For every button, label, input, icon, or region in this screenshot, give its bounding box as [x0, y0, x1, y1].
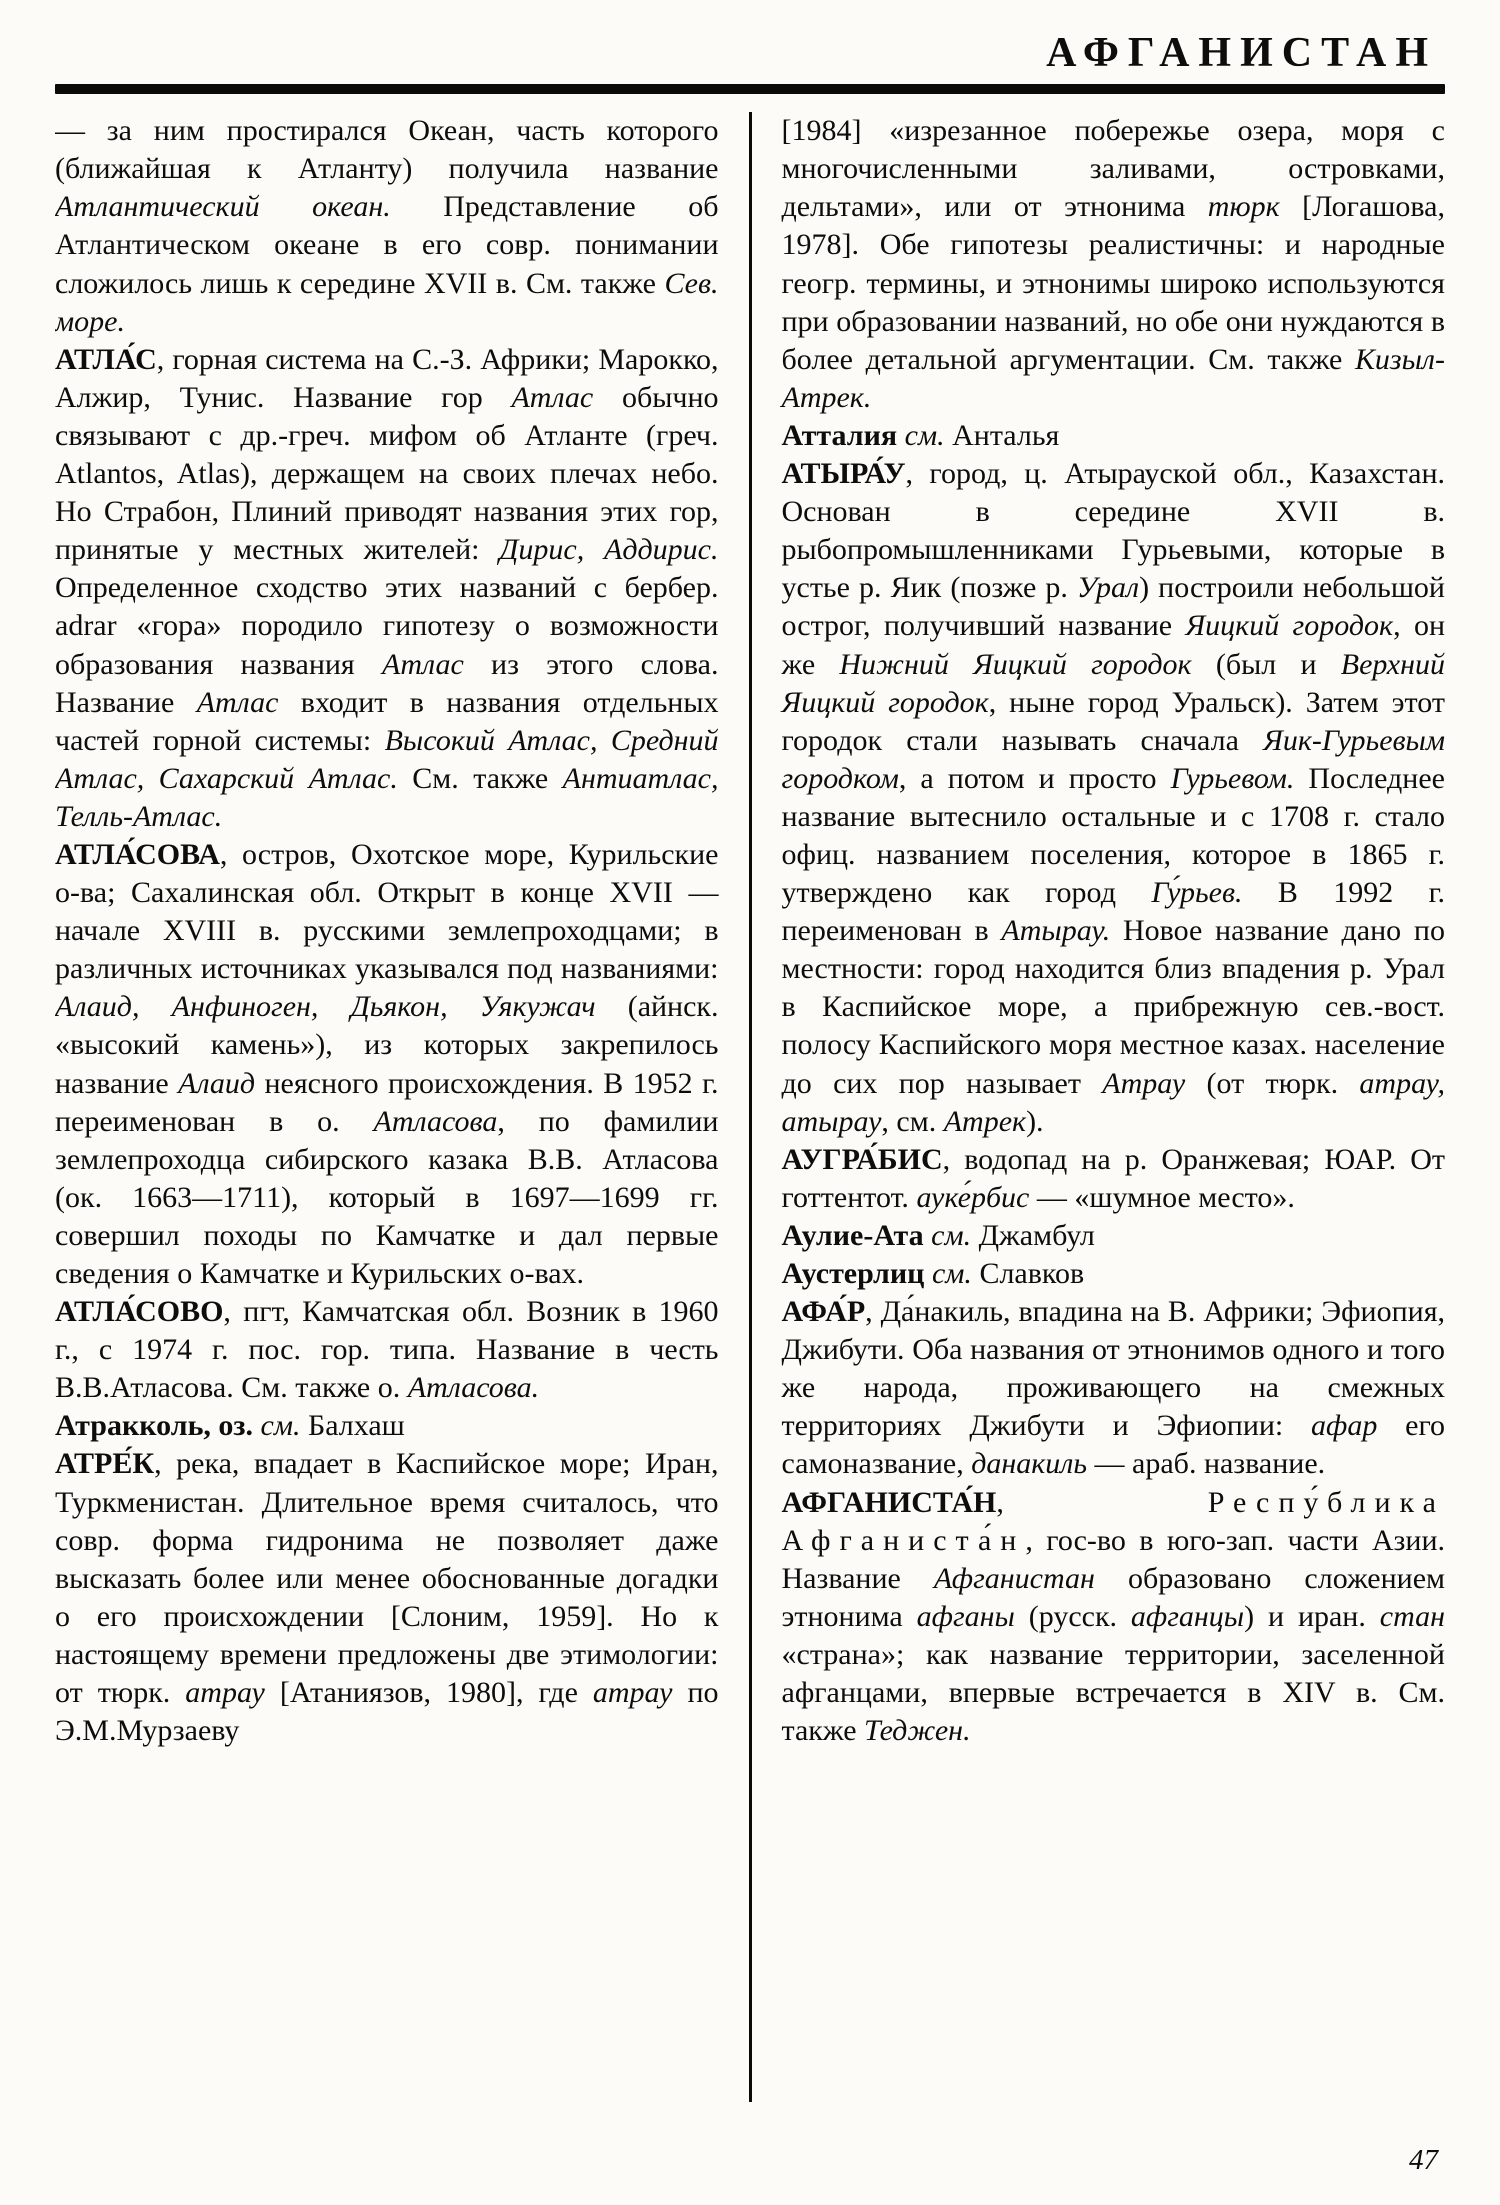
page-header-title: АФГАНИСТАН	[1046, 30, 1437, 76]
text-run: Атлантический океан.	[55, 190, 391, 224]
text-run: , см.	[881, 1104, 944, 1138]
text-run: Балхаш	[300, 1409, 405, 1443]
dictionary-paragraph	[782, 112, 1446, 417]
text-run: АФГАНИСТА́Н	[781, 1485, 997, 1519]
text-run: образовано сложением этнонима	[781, 1561, 1445, 1633]
text-run: , река, впадает в Каспийское море; Иран, Туркменистан. Длительное время считалось, что совр. форма гидронима не позволяет даже высказать более или менее обоснованные догадки о его происхождении [Слоним, 1959]. Но к настоящему времени предложены две этимологии: от тюрк.	[55, 1447, 719, 1710]
text-run: стан	[1379, 1599, 1445, 1633]
text-run: , он же	[781, 609, 1445, 681]
page-number: 47	[1409, 2144, 1438, 2176]
text-run: Гурьевом.	[1170, 761, 1295, 795]
dictionary-paragraph	[782, 417, 1446, 455]
text-run: Урал	[1077, 571, 1140, 605]
text-run: Гу́рьев.	[1151, 876, 1243, 910]
text-run: (русск.	[1014, 1599, 1131, 1633]
text-run: Атрек	[943, 1104, 1027, 1138]
text-run: Представление об Атлантическом океане в его совр. понимании сложилось лишь к середине XVII в. См. также	[55, 190, 719, 300]
text-run: [1984] «изрезанное побережье озера, моря с многочисленными заливами, островками, дельтами», или от этнонима	[781, 114, 1445, 224]
text-run: Антиатлас, Телль-Атлас.	[55, 761, 719, 833]
text-run: Джамбул	[971, 1218, 1095, 1252]
text-run: Атракколь, оз.	[55, 1409, 261, 1443]
text-run: АУГРА́БИС	[781, 1142, 943, 1176]
text-run: неясного происхождения. В 1952 г. переименован в о.	[55, 1066, 719, 1138]
text-run: , по фамилии землепроходца сибирского казака В.В. Атласова (ок. 1663—1711), который в 1697—1699 гг. совершил походы по Камчатке и дал первые сведения о Камчатке и Курильских о-вах.	[55, 1104, 719, 1290]
text-run: см.	[904, 418, 945, 452]
text-run: Атталия	[781, 418, 905, 452]
dictionary-paragraph	[782, 1217, 1446, 1255]
text-run: ауке́рбис	[916, 1180, 1030, 1214]
text-run: Аустерлиц	[781, 1257, 932, 1290]
text-run: его самоназвание,	[781, 1409, 1445, 1481]
text-run: обычно связывают с др.-греч. мифом об Атланте (греч. Atlantos, Atlas), держащем на своих плечах небо. Но Страбон, Плиний приводят названия этих гор, принятые у местных жителей:	[55, 380, 719, 567]
text-run: , водопад на р. Оранжевая; ЮАР. От готтентот.	[781, 1142, 1445, 1214]
text-run: [Логашова, 1978]. Обе гипотезы реалистичны: и народные геогр. термины, и этнонимы широко используются при образовании названий, но обе они нуждаются в более детальной аргументации. См. также	[781, 190, 1445, 376]
text-run: Алаид, Анфиноген, Дьякон, Уякужач	[55, 990, 596, 1024]
text-run: Атлас	[196, 685, 279, 719]
text-run: Последнее название вытеснило остальные и с 1708 г. стало офиц. названием поселения, которое в 1865 г. утверждено как город	[781, 761, 1445, 910]
text-run: , город, ц. Атырауской обл., Казахстан. Основан в середине XVII в. рыбопромышленниками Гурьевыми, которые в устье р. Яик (позже р.	[781, 457, 1445, 605]
text-run: Новое название дано по местности: город находится близ впадения р. Урал в Каспийское море, а прибрежную сев.-вост. полосу Каспийского моря местное казах. население до сих пор называет	[781, 914, 1445, 1100]
text-run: Атласова	[373, 1104, 498, 1138]
text-run: афганцы	[1130, 1599, 1245, 1633]
text-run: (был и	[1191, 647, 1341, 681]
text-run: Атрау	[1102, 1066, 1186, 1100]
dictionary-paragraph	[55, 1445, 719, 1750]
text-run: Анталья	[944, 418, 1060, 452]
text-run: ) построили небольшой острог, получивший название	[781, 571, 1445, 643]
text-run: атрау, атырау	[781, 1066, 1445, 1138]
right-column	[752, 112, 1446, 2102]
text-run: Алаид	[178, 1066, 256, 1100]
dictionary-paragraph	[782, 1293, 1446, 1483]
text-run: АТЛА́СОВО	[55, 1295, 224, 1329]
text-run: [Атаниязов, 1980], где	[264, 1676, 593, 1710]
text-run: ).	[1026, 1104, 1044, 1138]
text-run: афар	[1311, 1409, 1378, 1443]
text-run: Кизыл-Атрек.	[781, 342, 1445, 414]
text-run: Теджен.	[864, 1714, 971, 1748]
dictionary-paragraph	[782, 455, 1446, 1141]
text-run: «страна»; как название территории, заселенной афганцами, впервые встречается в XIV в. См. также	[781, 1637, 1445, 1748]
text-run: Атлас	[382, 647, 464, 681]
text-run: атрау	[592, 1676, 673, 1710]
page-footer	[1409, 2144, 1438, 2177]
text-run: атрау	[185, 1676, 265, 1710]
text-run: из этого слова. Название	[55, 647, 719, 719]
text-run: Афганистан	[933, 1561, 1095, 1595]
text-run: афганы	[916, 1599, 1015, 1633]
text-run: Атырау.	[1001, 914, 1111, 948]
text-run: Атлас	[511, 380, 594, 414]
running-head	[55, 30, 1445, 76]
text-run: — за ним простирался Океан, часть которого (ближайшая к Атланту) получила название	[55, 114, 719, 186]
dictionary-paragraph	[782, 1255, 1446, 1293]
text-run: АТЫРА́У	[781, 457, 906, 491]
text-run: АФА́Р	[781, 1295, 866, 1329]
text-run: Дирис, Аддирис.	[499, 533, 719, 567]
text-run: АТРЕ́К	[55, 1447, 155, 1481]
dictionary-paragraph	[55, 836, 719, 1293]
dictionary-paragraph	[55, 1407, 719, 1445]
text-run: Яик-Гурьевым городком	[781, 723, 1445, 795]
text-run: , Да́накиль, впадина на В. Африки; Эфиопия, Джибути. Оба названия от этнонимов одного и того же народа, проживающего на смежных территориях Джибути и Эфиопии:	[781, 1295, 1445, 1443]
text-run: Определенное сходство этих названий с бербер. adrar «гора» породило гипотезу о возможности образования названия	[55, 571, 719, 681]
text-run: , ныне город Уральск). Затем этот городок стали называть сначала	[781, 685, 1445, 757]
text-run: Сев. море.	[55, 266, 719, 338]
text-run: АТЛА́С	[55, 342, 157, 376]
text-run: , горная система на С.-З. Африки; Марокко, Алжир, Тунис. Название гор	[55, 342, 719, 414]
text-run: Респу́блика Афганиста́н	[781, 1485, 1445, 1557]
text-run: — «шумное место».	[1029, 1180, 1295, 1214]
dictionary-paragraph	[782, 1141, 1446, 1217]
text-run: тюрк	[1207, 190, 1280, 224]
text-run: Аулие-Ата	[781, 1218, 932, 1252]
text-run: Атласова.	[407, 1371, 540, 1405]
text-run: Высокий Атлас, Средний Атлас, Сахарский Атлас.	[55, 723, 719, 795]
dictionary-paragraph	[55, 341, 719, 836]
text-run: ,	[996, 1485, 1208, 1519]
text-run: — араб. название.	[1087, 1447, 1326, 1481]
text-run: См. также	[397, 761, 563, 795]
text-run: Верхний Яицкий городок	[781, 647, 1445, 719]
text-run: см.	[260, 1409, 301, 1443]
text-run: (от тюрк.	[1185, 1066, 1360, 1100]
text-run: см.	[931, 1257, 972, 1290]
text-run: по Э.М.Мурзаеву	[55, 1676, 719, 1748]
text-run: данакиль	[971, 1447, 1088, 1481]
text-run: , остров, Охотское море, Курильские о-ва; Сахалинская обл. Открыт в конце XVII — начале XVIII в. русскими землепроходцами; в различных источниках указывался под названиями:	[55, 837, 719, 986]
text-run: Яицкий городок	[1185, 609, 1394, 643]
text-run: Нижний Яицкий городок	[839, 647, 1192, 681]
dictionary-paragraph	[782, 1484, 1446, 1751]
text-run: входит в названия отдельных частей горной системы:	[55, 685, 719, 757]
text-run: , пгт, Камчатская обл. Возник в 1960 г., с 1974 г. пос. гор. типа. Название в честь В.В.Атласова. См. также о.	[55, 1295, 719, 1405]
text-run: Славков	[971, 1257, 1085, 1290]
left-column	[55, 112, 749, 2102]
text-run: , а потом и просто	[898, 761, 1171, 795]
text-run: АТЛА́СОВА	[55, 837, 220, 871]
text-run: , гос-во в юго-зап. части Азии. Название	[781, 1523, 1445, 1595]
header-rule	[55, 84, 1445, 94]
text-columns	[55, 112, 1445, 2102]
text-run: ) и иран.	[1244, 1599, 1380, 1633]
text-run: В 1992 г. переименован в	[781, 876, 1445, 948]
dictionary-paragraph	[55, 1293, 719, 1407]
text-run: (айнск. «высокий камень»), из которых закрепилось название	[55, 990, 719, 1100]
dictionary-paragraph	[55, 112, 719, 341]
text-run: см.	[931, 1218, 972, 1252]
